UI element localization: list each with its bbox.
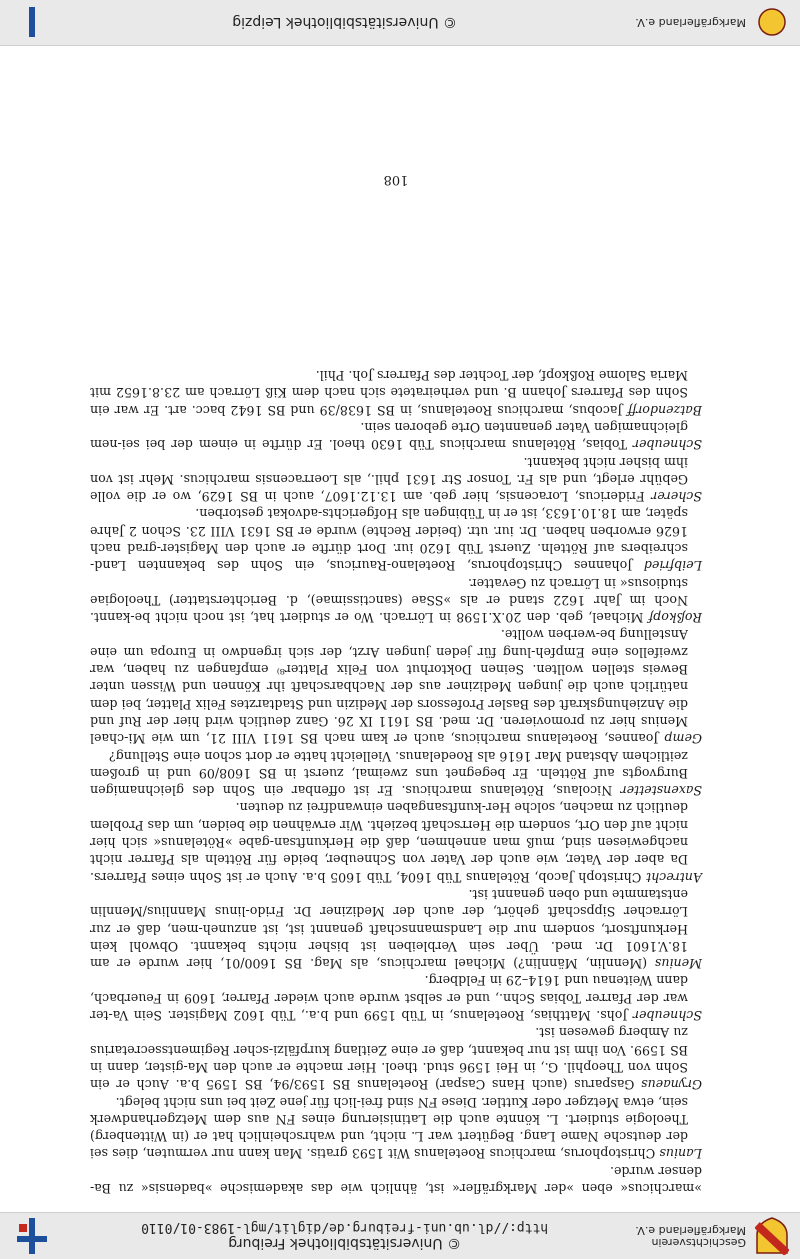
viewer-header	[0, 1212, 800, 1259]
entry-name: Antrecht	[646, 869, 702, 885]
entry-text: Michael, geb. den 20.X.1598 in Lörrach. Wo er studiert hat, ist noch nicht be-kannt. Noch im Jahr 1622 stand er als »SSae (sanctissimae), d. Berichterstatter) Theologiae studiosus« in Lörrach zu Gevatter.	[90, 575, 688, 626]
page-number: 108	[383, 172, 409, 187]
entry-name: Menius	[654, 956, 702, 972]
university-logo-icon	[17, 1218, 47, 1254]
footer-university-logo	[10, 2, 54, 42]
entry-paragraph	[90, 453, 702, 505]
entry-text: (Mennlin, Männlin?) Michael marchicus, als Mag. BS 1600/01, hier wurde er am 18.V.1601 Dr. med. Über sein Verbleiben ist bisher nichts bekannt. Obwohl kein Herkunftsort, sondern nur die Landsmannschaft genannt ist, ist anzuneh-men, daß er zur Lörracher Sippschaft gehört, der auch der Mediziner Dr. Frido-linus Mannlius/Mennlin entstammte und oben genannt ist.	[90, 886, 688, 972]
entry-paragraph	[90, 799, 702, 885]
entry-name: Leibfried	[643, 558, 702, 574]
entry-text: »marchicus« eben »der Markgräfler« ist, ähnlich wie das akademische »badensis« zu Ba-denser wurde.	[90, 1163, 702, 1196]
entry-name: Batzendorff	[627, 402, 702, 418]
header-center	[54, 1221, 635, 1252]
society-name	[635, 1224, 746, 1248]
coat-of-arms-icon	[755, 1217, 789, 1255]
viewer-footer	[0, 0, 800, 46]
entry-paragraph	[90, 626, 702, 747]
entry-name: Roßkopf	[648, 610, 702, 626]
entry-name: Schneuber	[632, 437, 702, 453]
page-text	[90, 367, 702, 1197]
entry-text: Jacobus, marchicus Roetelanus, in BS 1638/39 und BS 1642 bacc. art. Er war ein Sohn des Pfarrers Johann B. und verheiratete sich nach dem Kiß Lörrach am 23.8.1652 mit Maria Salome Roßkopf, der Tochter des Pfarrers Joh. Phil.	[90, 368, 688, 418]
entry-paragraph	[90, 747, 702, 799]
entry-paragraph	[90, 505, 702, 574]
entry-paragraph	[90, 419, 702, 454]
entry-text: Christophorus, marchicus Roetelanus Wit 1593 gratis. Man kann nur vermuten, dies sei der deutsche Name Lang. Begütert war L. nicht, und wahrscheinlich hat er (in Wittenberg) Theologie studiert. L. könnte auch die Latinisierung eines FN aus dem Metzgerhandwerk sein, etwa Metzger oder Kuttler. Diese FN sind frei-lich für jene Zeit bei uns nicht belegt.	[90, 1094, 688, 1162]
entry-paragraph	[90, 574, 702, 626]
footer-society-name: Markgräflerland e.V.	[635, 16, 746, 29]
coat-of-arms-icon	[757, 7, 787, 37]
footer-society-logo	[750, 2, 794, 42]
entry-text: Johs. Matthias, Roetelanus, in Tüb 1599 und b.a., Tüb 1602 Magister. Sein Va-ter war der Pfarrer Tobias Schn., und er selbst wurde auch wieder Pfarrer, 1609 in Feuerbach, dann Weitenau und 1614–29 in Feldberg.	[90, 973, 688, 1024]
entry-text: Gasparus (auch Hans Caspar) Roetelanus BS 1593/94, BS 1595 b.a. Auch er ein Sohn von Theophil. G., in Hei 1596 stud. theol. Hier machte er auch den Ma-gister, dann in BS 1599. Von ihm ist nur bekannt, daß er eine Zeitlang kurpfälzi-scher Regimentssecretarius zu Amberg gewesen ist.	[90, 1025, 688, 1093]
society-name-line2: Markgräflerland e.V.	[635, 1224, 746, 1237]
entry-text: Tobias, Rötelanus marchicus Tüb 1630 theol. Er dürfte in einem der bei sei-nem gleichnamigen Vater genannten Orte geboren sein.	[90, 419, 688, 453]
entry-name: Scherer	[651, 489, 702, 505]
permalink-url[interactable]: http://dl.ub.uni-freiburg.de/diglit/mgl-1983-01/0110	[141, 1220, 549, 1236]
society-name-line1: Geschichtsverein	[651, 1236, 746, 1249]
university-logo-icon	[20, 7, 44, 37]
header-copyright: © Universitätsbibliothek Freiburg	[228, 1235, 462, 1252]
entry-name: Saxenstetter	[620, 783, 702, 799]
entry-paragraph	[90, 1093, 702, 1162]
entry-paragraph	[90, 1162, 702, 1197]
entry-paragraph	[90, 367, 702, 419]
entry-text: Johannes Christophorus, Roetelano-Rauricus, ein Sohn des bekannten Land-schreibers auf Rötteln. Zuerst Tüb 1620 iur. Dort dürfte er auch den Magister-grad nach 1626 erworben haben. Dr. iur. utr. (beider Rechte) wurde er BS 1631 VIII 23. Schon 2 Jahre später, am 18.10.1633, ist er in Tübingen als Hofgerichts-advokat gestorben.	[90, 506, 688, 574]
entry-name: Grynaeus	[641, 1077, 702, 1093]
entry-paragraph	[90, 972, 702, 1024]
entry-name: Lanius	[659, 1146, 702, 1162]
entry-paragraph	[90, 886, 702, 972]
entry-name: Gemp	[664, 731, 702, 747]
scanned-page	[90, 157, 702, 1197]
entry-name: Schneuber	[632, 1008, 702, 1024]
entry-text: Joannes, Roetelanus marchicus, auch er kam nach BS 1611 VIII 21, um wie Mi-chael Menius hier zu promovieren. Dr. med. BS 1611 IX 26. Ganz deutlich wird hier der Ruf und die Anziehungskraft des Basler Professors der Medizin und Stadtarztes Felix Platter, bei dem natürlich auch die jungen Mediziner aus der Nachbarschaft ihr Können und Wissen unter Beweis stellen wollten. Seinen Doktorhut von Felix Platter⁸⁾ empfangen zu haben, war zweifellos eine Empfeh-lung für jeden jungen Arzt, der sich irgendwo in Europa um eine Anstellung be-werben wollte.	[90, 627, 688, 747]
entry-text: Christoph Jacob, Rötelanus Tüb 1604, Tüb 1605 b.a. Auch er ist Sohn eines Pfarrers. Da aber der Vater, wie auch der Vater von Schneuber, beide für Rötteln als Pfarrer nicht nachgewiesen sind, muß man annehmen, daß die Herkunftsan-gabe »Rötelanus« sich hier nicht auf den Ort, sondern die Herrschaft bezieht. Wir erwähnen die beiden, um das Problem deutlich zu machen, solche Her-kunftsangaben einwandfrei zu deuten.	[90, 800, 688, 885]
university-logo	[10, 1216, 54, 1256]
entry-paragraph	[90, 1024, 702, 1093]
entry-text: Nicolaus, Rötelanus marchicus. Er ist offenbar ein Sohn des gleichnamigen Burgvogts auf Rötteln. Er begegnet uns zweimal, zuerst in BS 1608/09 und in großem zeitlichem Abstand Mar 1616 als Roedelanus. Vielleicht hatte er dort schon eine Stellung?	[90, 748, 688, 799]
society-logo	[750, 1216, 794, 1256]
footer-copyright: © Universitätsbibliothek Leipzig	[232, 14, 458, 30]
entry-text: Fridericus, Loracensis, hier geb. am 13.12.1607, auch in BS 1629, wo er die volle Gebühr erlegt, und als Fr. Tonsor Str 1631 phil., als Loerracensis marchicus. Mehr ist von ihm bisher nicht bekannt.	[90, 454, 688, 505]
